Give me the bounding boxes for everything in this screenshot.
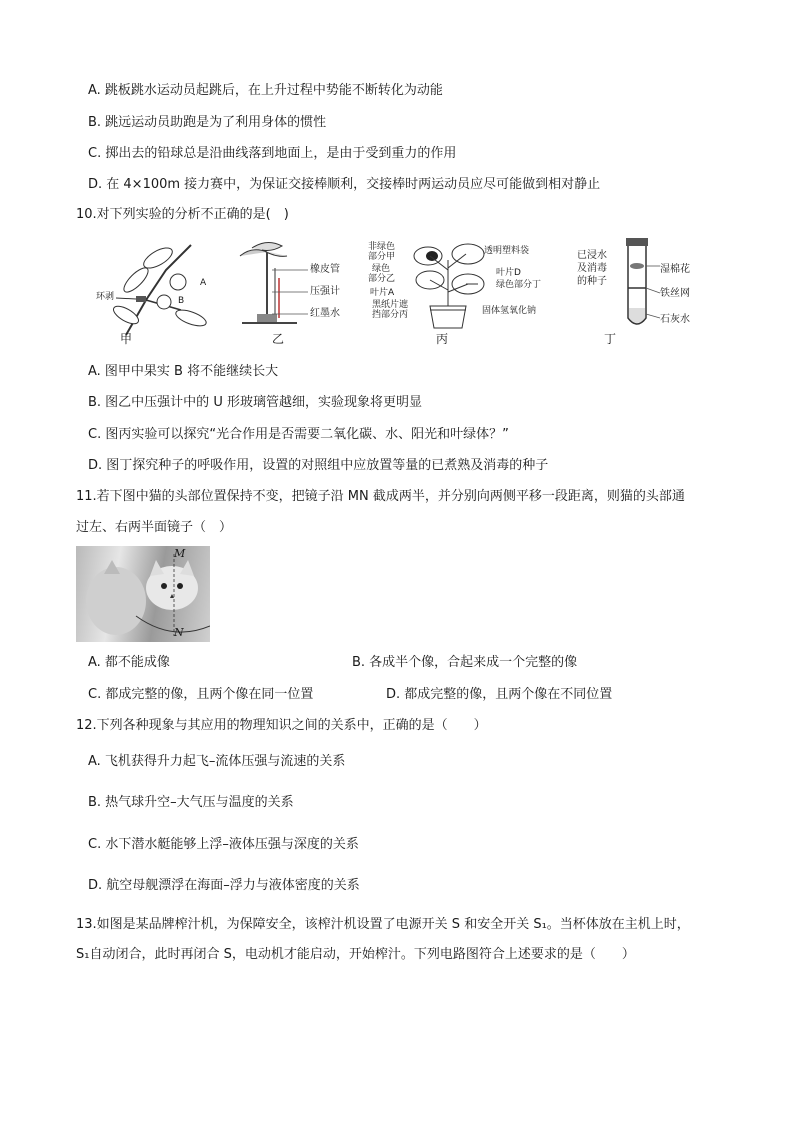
cat-mirror-photo — [76, 546, 210, 642]
q11-stem-line2: 过左、右两半面镜子（ ） — [76, 520, 233, 535]
label-bufenyi: 部分乙 — [368, 274, 396, 284]
branch-drawing — [96, 240, 216, 340]
caption-jia: 甲 — [120, 332, 133, 346]
label-feilvse: 非绿色 — [368, 242, 396, 252]
q12-option-c: C. 水下潜水艇能够上浮–液体压强与深度的关系 — [88, 837, 359, 852]
q10-stem: 10.对下列实验的分析不正确的是( ) — [76, 207, 289, 222]
potted-plant-drawing — [408, 240, 498, 330]
caption-ding: 丁 — [604, 332, 617, 346]
q9-option-a: A. 跳板跳水运动员起跳后，在上升过程中势能不断转化为动能 — [88, 83, 443, 98]
label-naoh: 固体氢氧化钠 — [482, 306, 537, 316]
q11-option-c: C. 都成完整的像，且两个像在同一位置 — [88, 687, 314, 702]
q11-option-d: D. 都成完整的像，且两个像在不同位置 — [386, 687, 613, 702]
q13-stem-line2: S₁自动闭合，此时再闭合 S，电动机才能启动，开始榨汁。下列电路图符合上述要求的是（ ） — [76, 947, 635, 962]
label-xiangpiguan: 橡皮管 — [310, 264, 340, 275]
q10-option-c: C. 图丙实验可以探究“光合作用是否需要二氧化碳、水、阳光和叶绿体？” — [88, 427, 509, 442]
label-m: M — [174, 547, 186, 560]
q9-option-b: B. 跳远运动员助跑是为了利用身体的惯性 — [88, 115, 327, 130]
q11-stem-line1: 11.若下图中猫的头部位置保持不变，把镜子沿 MN 截成两半，并分别向两侧平移一段距离，则猫的头部通 — [76, 489, 685, 504]
label-a: A — [200, 278, 207, 288]
label-b: B — [178, 296, 185, 306]
q9-option-d: D. 在 4×100m 接力赛中，为保证交接棒顺利，交接棒时两运动员应尽可能做到相对静止 — [88, 177, 601, 192]
q10-option-a: A. 图甲中果实 B 将不能继续长大 — [88, 364, 279, 379]
label-yaqiangji: 压强计 — [310, 286, 340, 297]
q13-stem-line1: 13.如图是某品牌榨汁机，为保障安全，该榨汁机设置了电源开关 S 和安全开关 S₁。当杯体放在主机上时， — [76, 917, 690, 932]
label-yepiana: 叶片A — [370, 288, 395, 298]
test-tube-drawing — [618, 238, 668, 334]
q10-option-b: B. 图乙中压强计中的 U 形玻璃管越细，实验现象将更明显 — [88, 395, 422, 410]
caption-yi: 乙 — [272, 332, 285, 346]
label-yijinshui: 已浸水 — [577, 250, 607, 261]
label-heizhi: 黑纸片遮 — [372, 300, 409, 310]
label-lvsebufending: 绿色部分丁 — [496, 280, 542, 290]
q11-option-b: B. 各成半个像，合起来成一个完整的像 — [352, 655, 578, 670]
label-hongmoshui: 红墨水 — [310, 308, 340, 319]
q10-option-d: D. 图丁探究种子的呼吸作用，设置的对照组中应放置等量的已煮熟及消毒的种子 — [88, 458, 549, 473]
q9-option-c: C. 掷出去的铅球总是沿曲线落到地面上，是由于受到重力的作用 — [88, 146, 457, 161]
yi-pointer-lines — [272, 268, 312, 328]
label-lvse: 绿色 — [372, 264, 391, 274]
label-shimianhua: 湿棉花 — [660, 264, 690, 275]
q12-option-d: D. 航空母舰漂浮在海面–浮力与液体密度的关系 — [88, 878, 360, 893]
q11-option-a: A. 都不能成像 — [88, 655, 170, 670]
label-jixiaodu: 及消毒 — [577, 263, 607, 274]
label-huanbo: 环剥 — [96, 292, 115, 302]
label-n: N — [174, 626, 184, 639]
label-heizhi2: 挡部分丙 — [372, 310, 409, 320]
label-bufenjia: 部分甲 — [368, 252, 396, 262]
label-yepiand: 叶片D — [496, 268, 521, 278]
q12-stem: 12.下列各种现象与其应用的物理知识之间的关系中，正确的是（ ） — [76, 718, 487, 733]
q12-option-a: A. 飞机获得升力起飞–流体压强与流速的关系 — [88, 754, 346, 769]
label-shihuishui: 石灰水 — [660, 314, 690, 325]
label-dezhongzi: 的种子 — [577, 276, 607, 287]
label-tiesiwang: 铁丝网 — [660, 288, 690, 299]
label-bag: 透明塑料袋 — [484, 246, 530, 256]
cat-shapes — [76, 546, 210, 642]
q12-option-b: B. 热气球升空–大气压与温度的关系 — [88, 795, 294, 810]
caption-bing: 丙 — [436, 332, 449, 346]
